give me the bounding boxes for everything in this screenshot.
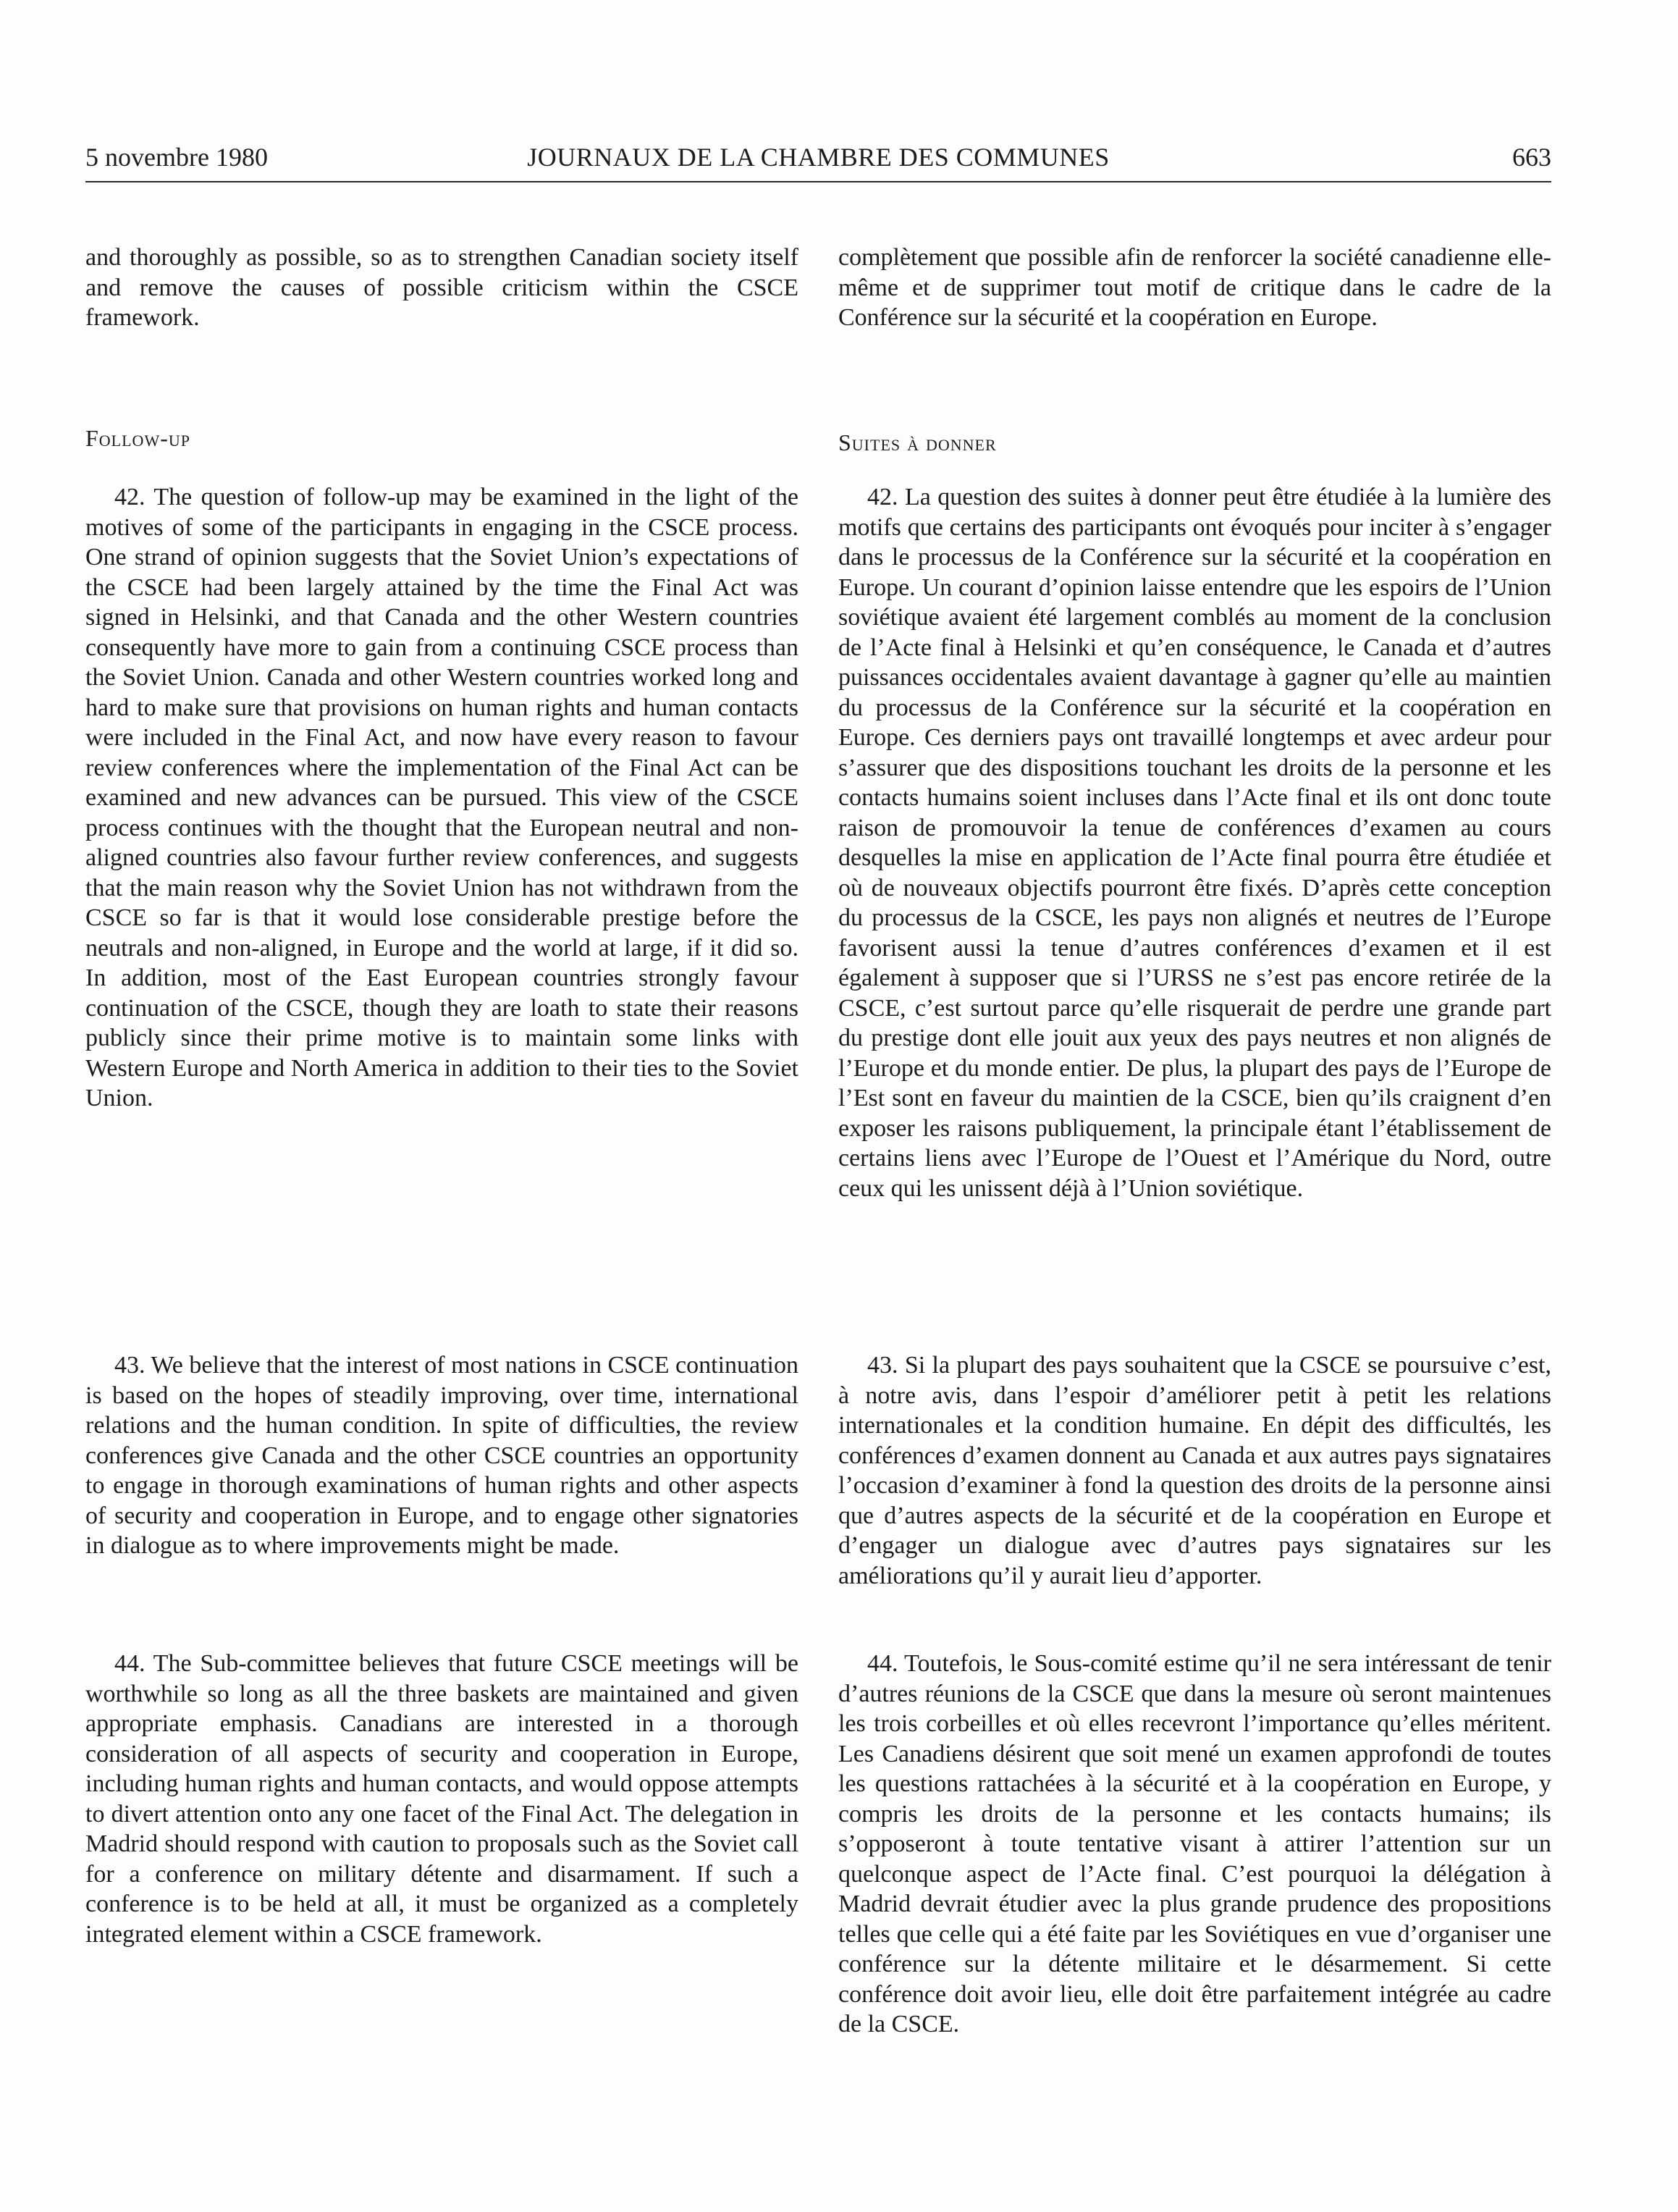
english-paragraph-44: 44. The Sub-committee believes that future CSCE meetings will be worthwhile so long as all the three baskets are maintained and given appropriate emphasis. Canadians are interested in a thorough consideration of all aspects of security and cooperation in Europe, including human rights and human contacts, and would oppose attempts to divert attention onto any one facet of the Final Act. The delegation in Madrid should respond with caution to proposals such as the Soviet call for a conference on military détente and disarmament. If such a conference is to be held at all, it must be organized as a completely integrated element within a CSCE framework. — [85, 1650, 798, 1948]
french-paragraph-42: 42. La question des suites à donner peut être étudiée à la lumière des motifs que certains des participants ont évoqués pour inciter à s’engager dans le processus de la Conférence sur la sécurité et la coopération en Europe. Un courant d’opinion laisse entendre que les espoirs de l’Union soviétique avaient été largement comblés au moment de la conclusion de l’Acte final à Helsinki et qu’en conséquence, le Canada et d’autres puissances occidentales avaient davantage à gagner qu’elle au maintien du processus de la Conférence sur la sécurité et la coopération en Europe. Ces derniers pays ont travaillé longtemps et avec ardeur pour s’assurer que des dispositions touchant les droits de la personne et les contacts humains soient incluses dans l’Acte final et ils ont donc toute raison de promouvoir la tenue de conférences d’examen au cours desquelles la mise en application de l’Acte final pourra être étudiée et où de nouveaux objectifs pourront être fixés. D’après cette conception du processus de la CSCE, les pays non alignés et neutres de l’Europe favorisent aussi la tenue d’autres conférences d’examen et il est également à supposer que si l’URSS ne s’est pas encore retirée de la CSCE, c’est surtout parce qu’elle risquerait de perdre une grande part du prestige dont elle jouit aux yeux des pays neutres et non alignés de l’Europe et du monde entier. De plus, la plupart des pays de l’Europe de l’Est sont en faveur du maintien de la CSCE, bien qu’ils craignent d’en exposer les raisons publiquement, la principale étant l’établissement de certains liens avec l’Europe de l’Ouest et l’Amérique du Nord, outre ceux qui les unissent déjà à l’Union soviétique. — [838, 484, 1551, 1202]
page-header — [85, 138, 1551, 182]
header-title: JOURNAUX DE LA CHAMBRE DES COMMUNES — [527, 143, 1110, 172]
french-intro-paragraph: complètement que possible afin de renforcer la société canadienne elle-même et de supprimer tout motif de critique dans le cadre de la Conférence sur la sécurité et la coopération en Europe. — [838, 244, 1551, 331]
english-section-heading: Follow-up — [85, 425, 190, 451]
english-paragraph-42: 42. The question of follow-up may be examined in the light of the motives of some of the participants in engaging in the CSCE process. One strand of opinion suggests that the Soviet Union’s expectations of the CSCE had been largely attained by the time the Final Act was signed in Helsinki, and that Canada and the other Western countries consequently have more to gain from a continuing CSCE process than the Soviet Union. Canada and other Western countries worked long and hard to make sure that provisions on human rights and human contacts were included in the Final Act, and now have every reason to favour review conferences where the implementation of the Final Act can be examined and new advances can be pursued. This view of the CSCE process continues with the thought that the European neutral and non-aligned countries also favour further review conferences, and suggests that the main reason why the Soviet Union has not withdrawn from the CSCE so far is that it would lose considerable prestige before the neutrals and non-aligned, in Europe and the world at large, if it did so. In addition, most of the East European countries strongly favour continuation of the CSCE, though they are loath to state their reasons publicly since their prime motive is to maintain some links with Western Europe and North America in addition to their ties to the Soviet Union. — [85, 484, 798, 1111]
french-paragraph-44: 44. Toutefois, le Sous-comité estime qu’il ne sera intéressant de tenir d’autres réunions de la CSCE que dans la mesure où seront maintenues les trois corbeilles et où elles recevront l’importance qu’elles méritent. Les Canadiens désirent que soit mené un examen approfondi de toutes les questions rattachées à la sécurité et à la coopération en Europe, y compris les droits de la personne et les contacts humains; ils s’opposeront à toute tentative visant à attirer l’attention sur un quelconque aspect de l’Acte final. C’est pourquoi la délégation à Madrid devrait étudier avec la plus grande prudence des propositions telles que celle qui a été faite par les Soviétiques en vue d’organiser une conférence sur la détente militaire et le désarmement. Si cette conférence doit avoir lieu, elle doit être parfaitement intégrée au cadre de la CSCE. — [838, 1650, 1551, 2038]
french-paragraph-43: 43. Si la plupart des pays souhaitent que la CSCE se poursuive c’est, à notre avis, dans l’espoir d’améliorer petit à petit les relations internationales et la condition humaine. En dépit des difficultés, les conférences d’examen donnent au Canada et aux autres pays signataires l’occasion d’examiner à fond la question des droits de la personne ainsi que d’autres aspects de la sécurité et de la coopération en Europe et d’engager un dialogue avec d’autres pays signataires sur les améliorations qu’il y aurait lieu d’apporter. — [838, 1352, 1551, 1589]
english-paragraph-43: 43. We believe that the interest of most nations in CSCE continuation is based on the hopes of steadily improving, over time, international relations and the human condition. In spite of difficulties, the review conferences give Canada and the other CSCE countries an opportunity to engage in thorough examinations of human rights and other aspects of security and cooperation in Europe, and to engage other signatories in dialogue as to where improvements might be made. — [85, 1352, 798, 1559]
french-section-heading: Suites à donner — [838, 429, 997, 455]
header-date: 5 novembre 1980 — [85, 143, 268, 172]
english-intro-paragraph: and thoroughly as possible, so as to strengthen Canadian society itself and remove the causes of possible criticism within the CSCE framework. — [85, 244, 798, 331]
header-page-number: 663 — [1512, 143, 1551, 172]
